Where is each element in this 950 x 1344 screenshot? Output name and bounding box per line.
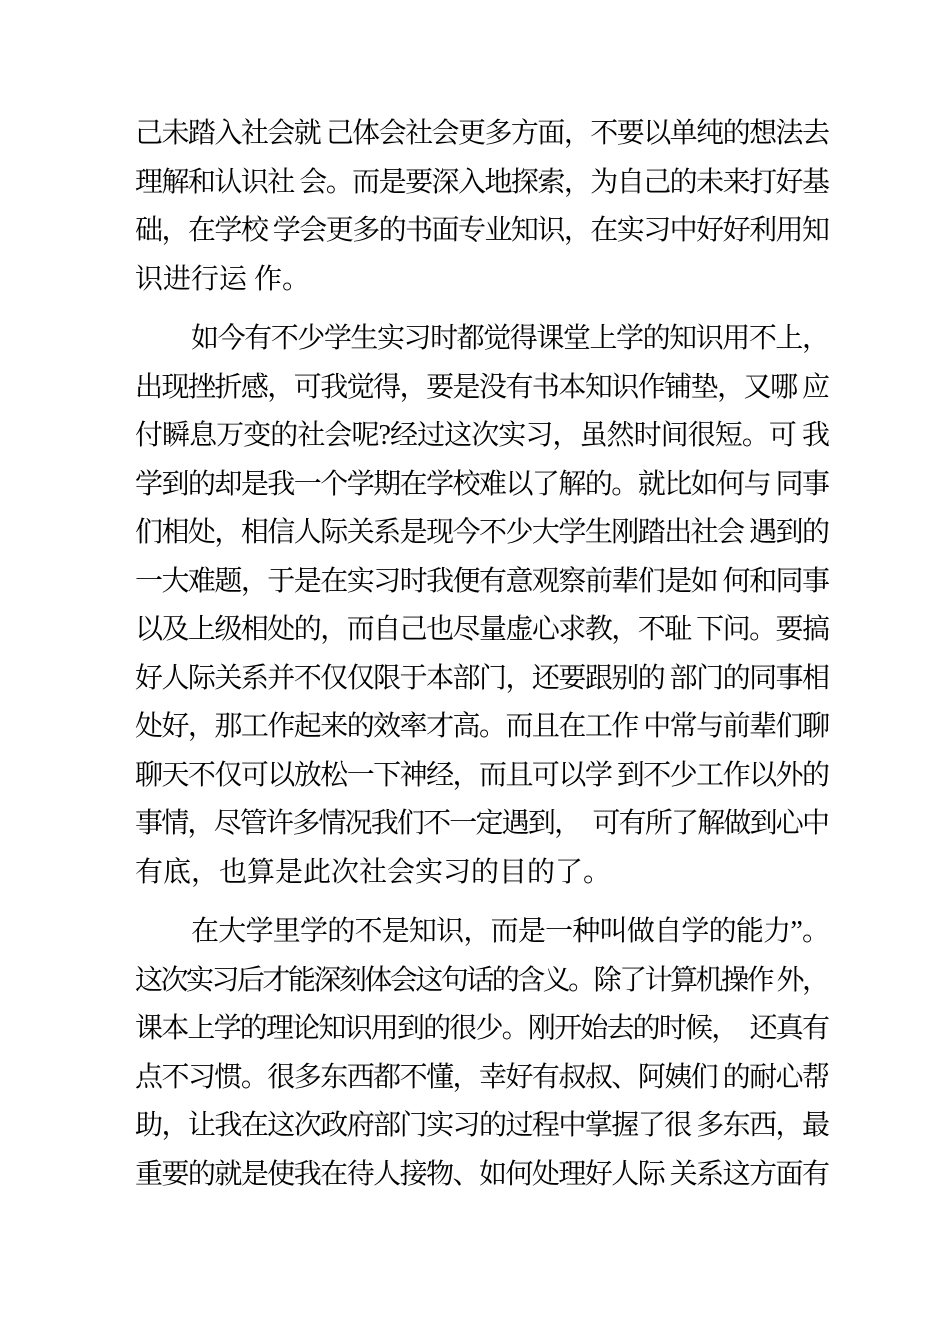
text-line: 理解和认识社 会。而是要深入地探索，为自己的未来打好基 — [135, 166, 829, 198]
text-line: 好人际关系并不仅仅限于本部门，还要跟别的 部门的同事相 — [135, 662, 829, 694]
text-line: 点不习惯。很多东西都不懂，幸好有叔叔、阿姨们 的耐心帮 — [135, 1061, 829, 1093]
text-line: 付瞬息万变的社会呢?经过这次实习，虽然时间很短。可 我 — [135, 420, 830, 451]
text-line: 处好，那工作起来的效率才高。而且在工作 中常与前辈们聊 — [135, 711, 829, 742]
text-line: 础，在学校 学会更多的书面专业知识，在实习中好好利用知 — [135, 215, 829, 246]
paragraph — [135, 110, 830, 304]
text-line: 课本上学的理论知识用到的很少。刚开始去的时候， 还真有 — [135, 1013, 829, 1044]
text-line: 以及上级相处的，而自己也尽量虚心求教，不耻 下问。要搞 — [135, 614, 829, 645]
text-line: 在大学里学的不是知识，而是一种叫做自学的能力”。 — [191, 916, 830, 947]
text-line: 有底，也算是此次社会实习的目的了。 — [135, 856, 612, 888]
text-line: 们相处，相信人际关系是现今不少大学生刚踏出社会 遇到的 — [135, 517, 829, 548]
text-line: 助，让我在这次政府部门实习的过程中掌握了很 多东西，最 — [135, 1110, 829, 1141]
text-line: 己未踏入社会就 己体会社会更多方面，不要以单纯的想法去 — [135, 118, 829, 149]
text-line: 一大难题，于是在实习时我便有意观察前辈们是如 何和同事 — [135, 565, 829, 597]
text-line: 识进行运 作。 — [135, 263, 311, 295]
text-line: 学到的却是我一个学期在学校难以了解的。就比如何与 同事 — [135, 468, 829, 500]
text-line: 这次实习后才能深刻体会这句话的含义。除了计算机操作 外， — [135, 964, 828, 996]
paragraph — [135, 315, 830, 897]
text-line: 聊天不仅可以放松一下神经，而且可以学 到不少工作以外的 — [135, 759, 829, 791]
text-line: 事情，尽管许多情况我们不一定遇到， 可有所了解做到心中 — [135, 808, 829, 839]
paragraph — [135, 908, 830, 1199]
text-line: 出现挫折感，可我觉得，要是没有书本知识作铺垫，又哪 应 — [135, 371, 829, 403]
text-line: 重要的就是使我在待人接物、如何处理好人际 关系这方面有 — [135, 1158, 829, 1190]
text-block — [135, 110, 830, 1199]
text-line: 如今有不少学生实习时都觉得课堂上学的知识用不上， — [191, 323, 829, 354]
